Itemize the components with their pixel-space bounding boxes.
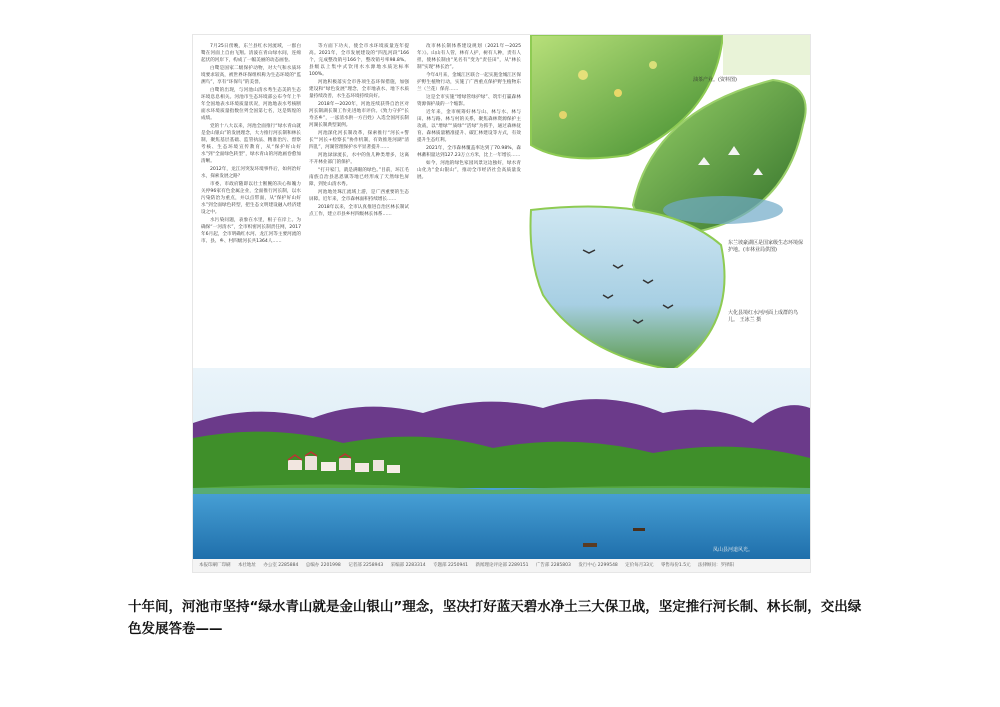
footer-item: 法律顾问：罗择阳 (698, 563, 735, 568)
landscape-photo (193, 368, 810, 559)
paragraph: 2018年以来，全市认真推进自治区林长制试点工作，建立市县乡村四级林长体系…… (309, 205, 409, 217)
footer-item: 本报印刷厂印刷 (199, 563, 231, 568)
footer-item: 办公室 2285884 (263, 563, 299, 568)
article-column-2 (309, 43, 409, 378)
footer-item: 定价每月33元 (625, 563, 654, 568)
newspaper-footer (193, 559, 810, 572)
footer-item: 本社地址 (237, 563, 256, 568)
pond-shape (663, 196, 783, 224)
paragraph: 7月25日傍晚，东兰县红水河流域，一群白鹭在河面上自由飞翔。清波在青山绿水间，连绵起伏的河岸下，构成了一幅美丽的动态画卷。 (201, 44, 301, 63)
wetland-caption: 东兰坡豪湖区是国家级生态环境保护地。(市林业局供图) (728, 240, 804, 253)
footer-item: 发行中心 2299548 (578, 563, 618, 568)
paragraph: “打开家门，就是满眼的绿色。”目前，环江毛南族自治县思恩镇等地已经形成了天然绿色屏障，到处山清水秀。 (309, 168, 409, 187)
footer-item: 广告部 2285803 (535, 563, 571, 568)
article-column-1 (201, 43, 301, 378)
paragraph: 这是全市实施“增绿管绿护绿”、筑牢打赢森林资源保护战的一个缩影。 (417, 95, 521, 107)
paragraph: 2018年—2020年，河池连续获得自治区对河长制湖长制工作先进地市评价。《致力守护“长寿圣乡”，一泓清水供一方百姓》入选全国河长制河湖长制典型案例。 (309, 102, 409, 128)
orchard-caption: 油茶产业。(资料图) (693, 77, 737, 83)
birds-photo (531, 207, 725, 370)
paragraph: 白鹭的出现，与河池山清水秀生态美的生态环境息息相关。河池市生态环境部公布今年上半年全国地表水环境质量状况，河池地表水考核断面水环境质量指数位列全国第七名，这是辉煌的成绩。 (201, 88, 301, 121)
paragraph: 河池渌渌流长，水中的鱼儿种类增多，这离不开林业部门的保护。 (309, 153, 409, 165)
summary-text (128, 596, 908, 640)
paragraph: 今年4月来，金城江区联合一起实施金城江区保护野生植物行动，实施了广西重点保护野生植物东兰（兰花）保育…… (417, 73, 521, 92)
footer-item: 零售每份1.5元 (660, 563, 691, 568)
fruit-shape (559, 111, 567, 119)
paragraph: 市委、市政府随即以壮士断腕的决心和魄力关停96家有色金属企业，全面推行河长制，以水污染防治为重点，并以点带面，从“保护好山好水”到全面绿色转型，把生态文明建设融入经济建设之中。 (201, 182, 301, 215)
fruit-shape (614, 89, 622, 97)
article-columns (201, 43, 521, 378)
paragraph: 河池地处珠江流域上游，是广西重要的生态屏障。近年来，全市森林面积持续增长…… (309, 190, 409, 202)
paragraph: 如今，河池的绿色家园风景这边独好，绿水青山化为“金山银山”，推动全市经济社会高质量发展。 (417, 161, 521, 180)
paragraph: 水污染问题，表象在水里，根子在岸上。为确保“一河清水”，全市织密河长制责任网，2017年6月起，全市明确红水河、龙江河等主要河流的市、县、乡、村四级河长共1364人…… (201, 218, 301, 244)
summary-line-2: 色发展答卷—— (128, 621, 223, 637)
footer-item: 专题部 2250941 (433, 563, 469, 568)
footer-item: 新闻理论评论部 2289151 (475, 563, 529, 568)
footer-item: 采编部 2283314 (390, 563, 426, 568)
footer-item: 记者部 2258943 (348, 563, 384, 568)
fruit-shape (649, 61, 657, 69)
newspaper-page (193, 35, 810, 572)
paragraph: 等方面下功夫，使全市水环境质量连年提高。2021年，全市发展建设的“四乱河段”166个，完成整改销号166个，整改销号率98.8%。县级以上集中式饮用水水源地水质达标率100%。 (309, 44, 409, 77)
paragraph: 河池积极落实全市各项生态环保措施，加强建设和“绿色发展”理念，全市地表水、地下水质量持续改善，水生态环境持续向好。 (309, 80, 409, 99)
light-panel (723, 35, 810, 75)
boat-icon (583, 543, 597, 547)
fruit-shape (578, 70, 588, 80)
leaf-photo-collage (523, 35, 810, 375)
summary-line-1: 十年间，河池市坚持“绿水青山就是金山银山”理念，坚决打好蓝天碧水净土三大保卫战，坚定推行河长制、林长制，交出绿 (128, 599, 862, 615)
footer-item: 总编办 2201998 (305, 563, 341, 568)
paragraph: 2021年，全市森林覆盖率达到了70.98%，森林蓄积量达到127.23万立方米，比上一年增长…… (417, 146, 521, 158)
article-column-3 (417, 43, 521, 378)
landscape-caption: 凤山县河道风光。 (713, 547, 754, 553)
paragraph: 白鹭是国家二级保护动物，对大气和水质环境要求较高，被世界环保组织称为生态环境的“监测鸟”，享有“环保鸟”的美誉。 (201, 66, 301, 85)
paragraph: 改市林长制体系建设规划（2021年—2025年）》。山山有人管，林有人护，树有人种，责有人担，使林长制由“见名有”变为“责任田”，从“林长制”实现“林长治”。 (417, 44, 521, 70)
paragraph: 近年来，金市统筹好林与山、林与水、林与田、林与路、林与村的关系，聚焦森林资源保护主攻战，以“增绿”“质绿”“活绿”为抓手，通过森林抚育、森林质量精准提升、碳汇林建设等方式，有效提升生态红利。 (417, 110, 521, 143)
paragraph: 河池深化河长制改革，探索推行“河长+警长”“河长+检察长”协作机制，有效推进河湖“清四乱”，河湖管理保护水平显著提升…… (309, 131, 409, 150)
boat-icon (633, 528, 645, 531)
paragraph: 2012年，龙江河突发环境事件后，如何治好水，探索发展之路？ (201, 167, 301, 179)
birds-caption: 大化县境红水河河面上成群的鸟儿。 王冰兰 摄 (728, 310, 799, 323)
paragraph: 党的十八大以来，河池全面推行“绿水青山就是金山银山”的发展理念，大力推行河长制和林长制，聚焦基层基础、监管执法、精准治污、督察考核、生态环境宣传教育，从“保护好山好水”到“全面绿色转型”，绿水青山的河池画卷愈加清晰。 (201, 124, 301, 164)
